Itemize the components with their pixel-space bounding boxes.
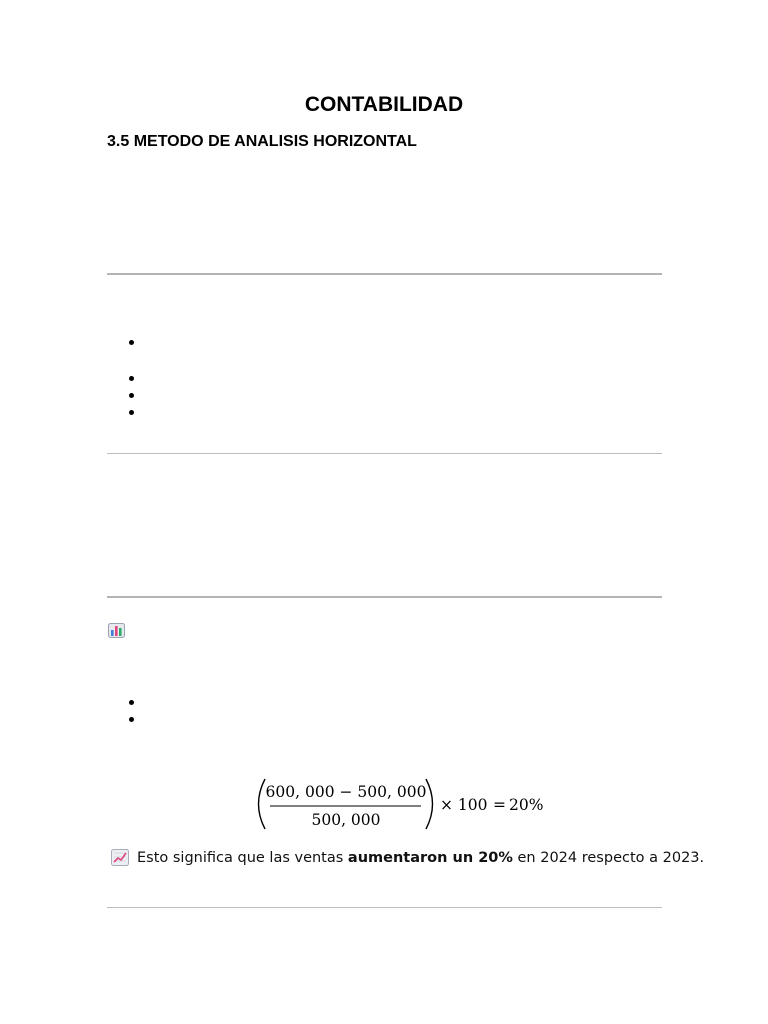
- list-bullet: [129, 340, 134, 345]
- divider: [107, 273, 662, 275]
- section-heading: 3.5 METODO DE ANALISIS HORIZONTAL: [107, 133, 417, 150]
- document-title: CONTABILIDAD: [304, 93, 464, 116]
- formula-denominator: 500, 000: [311, 811, 381, 829]
- formula-numerator: 600, 000 − 500, 000: [265, 783, 427, 801]
- conclusion-text-start: Esto significa que las ventas: [137, 850, 348, 866]
- divider: [107, 453, 662, 454]
- percentage-change-formula: [254, 776, 554, 832]
- formula-result: 20%: [509, 796, 544, 814]
- divider: [107, 907, 662, 908]
- bar-chart-icon: [108, 623, 125, 638]
- formula-multiplier: × 100: [440, 796, 488, 814]
- list-bullet: [129, 410, 134, 415]
- formula-equals: =: [493, 796, 506, 814]
- list-bullet: [129, 393, 134, 398]
- conclusion-highlight: aumentaron un 20%: [347, 850, 513, 866]
- trend-up-chart-icon: [111, 849, 129, 866]
- conclusion-text: [137, 847, 704, 869]
- divider: [107, 596, 662, 598]
- conclusion-text-end: en 2024 respecto a 2023.: [512, 850, 705, 866]
- list-bullet: [129, 376, 134, 381]
- list-bullet: [129, 700, 134, 705]
- list-bullet: [129, 717, 134, 722]
